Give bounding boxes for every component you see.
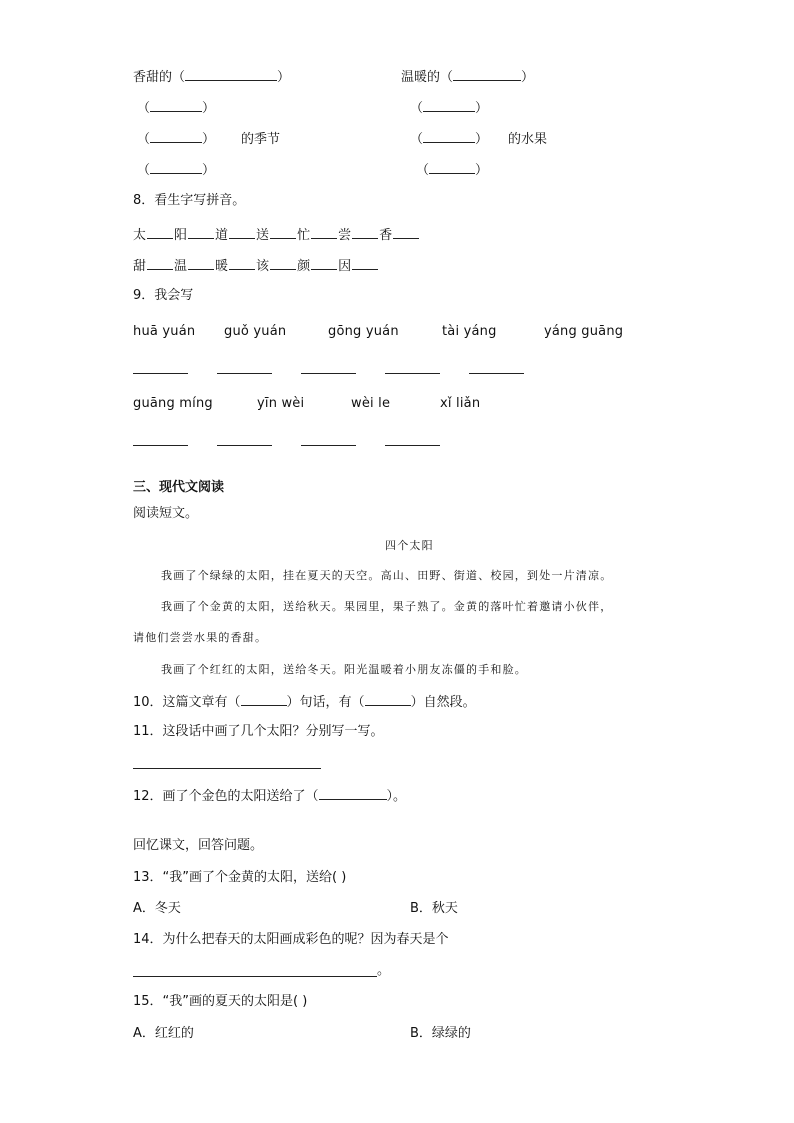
pinyin-blank[interactable] <box>270 225 296 239</box>
q8-title: 8．看生字写拼音。 <box>133 193 246 208</box>
writing-blank[interactable] <box>385 373 440 374</box>
q15: 15．“我”画的夏天的太阳是( ) <box>133 994 308 1009</box>
writing-blank[interactable] <box>469 373 524 374</box>
pinyin-blank[interactable] <box>311 225 337 239</box>
q13-option-b[interactable]: B．秋天 <box>410 901 458 916</box>
pinyin-word: guǒ yuán <box>224 324 287 339</box>
pinyin-blank[interactable] <box>147 225 173 239</box>
answer-blank[interactable] <box>150 160 202 174</box>
pinyin-blank[interactable] <box>229 256 255 270</box>
pinyin-blank[interactable] <box>311 256 337 270</box>
q13: 13．“我”画了个金黄的太阳，送给( ) <box>133 870 347 885</box>
answer-blank[interactable] <box>365 692 411 706</box>
writing-blank[interactable] <box>133 445 188 446</box>
story-paragraph-1: 我画了个绿绿的太阳，挂在夏天的天空。高山、田野、街道、校园，到处一片清凉。 <box>161 569 613 582</box>
pinyin-word: huā yuán <box>133 324 196 339</box>
q8-row-1: 太 阳 道 送 忙 尝 香 <box>133 225 420 245</box>
story-paragraph-2-cont: 请他们尝尝水果的香甜。 <box>133 631 268 644</box>
q15-option-a[interactable]: A．红红的 <box>133 1026 194 1041</box>
pinyin-blank[interactable] <box>270 256 296 270</box>
pinyin-word: tài yáng <box>442 324 497 339</box>
answer-blank[interactable] <box>319 786 387 800</box>
writing-blank[interactable] <box>385 445 440 446</box>
pinyin-word: guāng míng <box>133 396 213 411</box>
story-paragraph-3: 我画了个红红的太阳，送给冬天。阳光温暖着小朋友冻僵的手和脸。 <box>161 663 527 676</box>
writing-blank[interactable] <box>301 445 356 446</box>
q13-option-a[interactable]: A．冬天 <box>133 901 181 916</box>
section-heading: 三、现代文阅读 <box>133 480 225 495</box>
q14-period: 。 <box>377 963 391 978</box>
q14: 14．为什么把春天的太阳画成彩色的呢？因为春天是个 <box>133 932 449 947</box>
pinyin-blank[interactable] <box>352 256 378 270</box>
q10: 10．这篇文章有（ ）句话，有（ ）自然段。 <box>133 692 476 712</box>
pinyin-blank[interactable] <box>352 225 378 239</box>
q7-left-row-3: （ ） 的季节 <box>137 129 280 149</box>
answer-blank[interactable] <box>150 98 202 112</box>
answer-line[interactable] <box>133 976 377 977</box>
q7-left-row-2: （ ） <box>137 98 215 118</box>
pinyin-blank[interactable] <box>147 256 173 270</box>
q7-right-row-2: （ ） <box>410 98 488 118</box>
pinyin-word: wèi le <box>351 396 391 411</box>
answer-blank[interactable] <box>185 67 277 81</box>
story-paragraph-2: 我画了个金黄的太阳，送给秋天。果园里，果子熟了。金黄的落叶忙着邀请小伙伴， <box>161 600 613 613</box>
q7-left-row-1: 香甜的（ ） <box>133 67 290 87</box>
pinyin-blank[interactable] <box>188 256 214 270</box>
q11: 11．这段话中画了几个太阳？分别写一写。 <box>133 724 384 739</box>
q9-title: 9．我会写 <box>133 288 194 303</box>
writing-blank[interactable] <box>217 445 272 446</box>
pinyin-blank[interactable] <box>229 225 255 239</box>
answer-line[interactable] <box>133 768 321 769</box>
answer-blank[interactable] <box>453 67 521 81</box>
story-title: 四个太阳 <box>385 539 434 552</box>
q8-row-2: 甜 温 暖 该 颜 因 <box>133 256 379 276</box>
recall-instruction: 回忆课文，回答问题。 <box>133 838 264 853</box>
pinyin-blank[interactable] <box>188 225 214 239</box>
pinyin-word: yáng guāng <box>544 324 624 339</box>
answer-blank[interactable] <box>423 98 475 112</box>
writing-blank[interactable] <box>301 373 356 374</box>
q15-option-b[interactable]: B．绿绿的 <box>410 1026 471 1041</box>
answer-blank[interactable] <box>429 160 475 174</box>
answer-blank[interactable] <box>423 129 475 143</box>
instruction-text: 阅读短文。 <box>133 506 199 521</box>
writing-blank[interactable] <box>133 373 188 374</box>
answer-blank[interactable] <box>241 692 287 706</box>
q7-left-row-4: （ ） <box>137 160 215 180</box>
answer-blank[interactable] <box>150 129 202 143</box>
pinyin-word: xǐ liǎn <box>440 396 481 411</box>
pinyin-blank[interactable] <box>393 225 419 239</box>
q7-right-row-3: （ ） 的水果 <box>410 129 547 149</box>
pinyin-word: gōng yuán <box>328 324 399 339</box>
q7-right-row-1: 温暖的（ ） <box>401 67 534 87</box>
writing-blank[interactable] <box>217 373 272 374</box>
q7-right-row-4: （ ） <box>416 160 488 180</box>
pinyin-word: yīn wèi <box>257 396 305 411</box>
q12: 12．画了个金色的太阳送给了（ ）。 <box>133 786 406 806</box>
